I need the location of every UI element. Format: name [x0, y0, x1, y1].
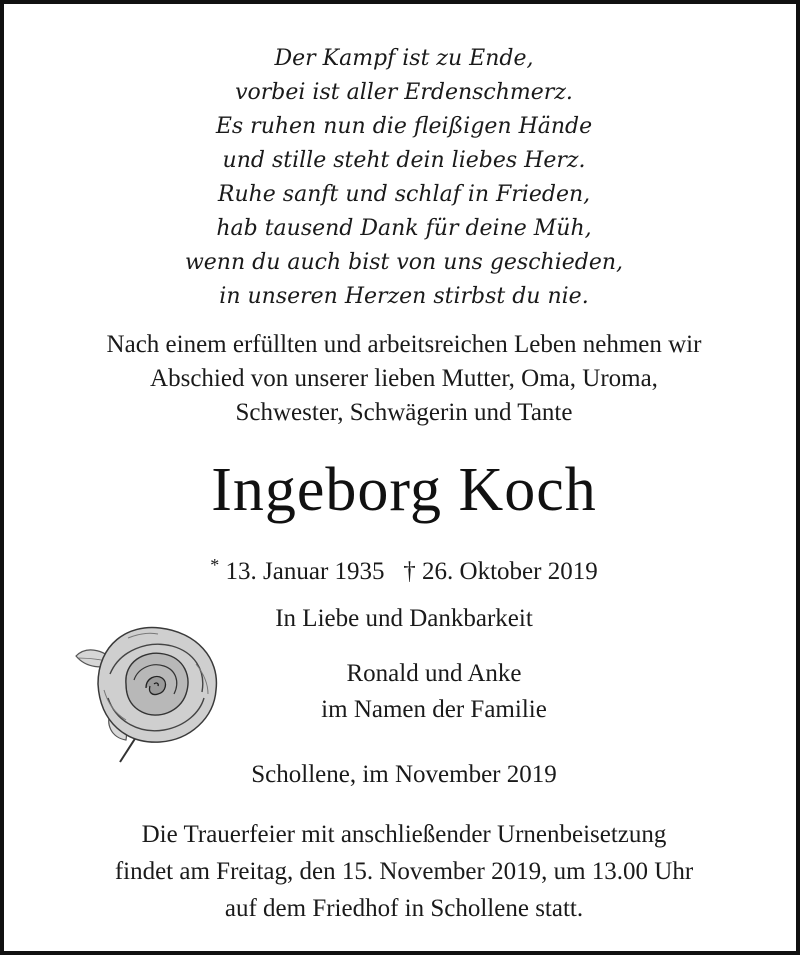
poem-line: Es ruhen nun die fleißigen Hände	[215, 114, 593, 139]
death-date: 26. Oktober 2019	[422, 558, 598, 585]
funeral-line: auf dem Friedhof in Schollene statt.	[224, 895, 584, 922]
birth-symbol: *	[210, 555, 220, 575]
funeral-info	[4, 816, 800, 927]
rose-icon	[68, 614, 228, 764]
life-dates	[4, 548, 800, 589]
place-date: Schollene, im November 2019	[251, 761, 557, 788]
intro-line: Nach einem erfüllten und arbeitsreichen Leben nehmen wir	[106, 331, 702, 358]
funeral-line: Die Trauerfeier mit anschließender Urnenbeisetzung	[141, 821, 667, 848]
family-signature	[244, 656, 624, 728]
funeral-line: findet am Freitag, den 15. November 2019, um 13.00 Uhr	[114, 858, 694, 885]
poem-line: hab tausend Dank für deine Müh,	[216, 216, 592, 241]
birth-date: 13. Januar 1935	[225, 558, 385, 585]
love-line: In Liebe und Dankbarkeit	[275, 605, 533, 632]
intro-text	[4, 328, 800, 430]
poem-line: vorbei ist aller Erdenschmerz.	[235, 80, 573, 105]
poem	[4, 42, 800, 314]
family-line: Ronald und Anke	[346, 660, 522, 687]
intro-line: Schwester, Schwägerin und Tante	[235, 399, 573, 426]
poem-line: in unseren Herzen stirbst du nie.	[219, 284, 589, 309]
poem-line: Der Kampf ist zu Ende,	[274, 46, 534, 71]
death-symbol: †	[403, 558, 416, 585]
intro-line: Abschied von unserer lieben Mutter, Oma, Uroma,	[150, 365, 658, 392]
deceased-name: Ingeborg Koch	[211, 456, 597, 524]
family-line: im Namen der Familie	[321, 696, 547, 723]
poem-line: wenn du auch bist von uns geschieden,	[184, 250, 624, 275]
poem-line: Ruhe sanft und schlaf in Frieden,	[217, 182, 591, 207]
poem-line: und stille steht dein liebes Herz.	[222, 148, 586, 173]
